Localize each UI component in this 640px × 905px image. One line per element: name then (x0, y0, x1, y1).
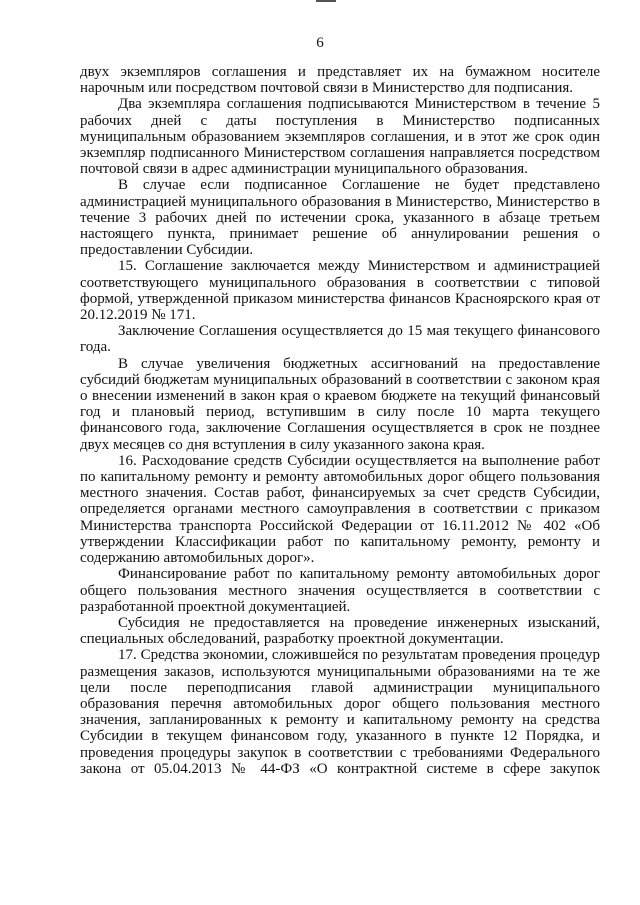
page-number: 6 (316, 35, 324, 51)
paragraph-p10 (80, 647, 600, 777)
text-line: В случае если подписанное Соглашение не будет представлено (118, 177, 600, 194)
paragraph-p3 (80, 177, 600, 258)
text-line: в течение 3 рабочих дней по истечении срока, указанного (80, 193, 601, 226)
text-line: Субсидия не предоставляется на проведение инженерных изысканий, (118, 614, 600, 631)
text-line: экземпляр подписанного Министерством соглашения направляется (80, 145, 515, 162)
text-line: в абзаце третьем настоящего пункта, принимает решение об аннулировании (80, 209, 601, 243)
text-line: финансовый год и плановый период, вступившим в силу после 10 марта (80, 388, 600, 421)
text-line: соответствующего муниципального образования в соответствии с типовой (80, 274, 600, 291)
text-line: 15. Соглашение заключается между Министерством и администрацией (118, 258, 600, 275)
text-line: посредством почтовой связи в адрес администрации муниципального (80, 145, 600, 178)
text-line: образования перечня автомобильных дорог общего пользования местного (80, 695, 600, 712)
text-line: формой, утвержденной приказом министерства финансов Красноярского края (80, 290, 582, 307)
text-line: текущего финансового года, заключение Соглашения осуществляется в срок не (80, 404, 600, 437)
text-line: и содержанию автомобильных дорог». (80, 533, 601, 567)
text-line: В случае увеличения бюджетных ассигнований на предоставление (118, 355, 600, 372)
text-line: Два экземпляра соглашения подписываются Министерством в течение 5 (118, 96, 600, 113)
text-line: двух экземпляров соглашения и представляет их на бумажном носителе (80, 64, 600, 80)
text-line: общего пользования местного значения осуществляется в соответствии (80, 582, 583, 599)
text-line: Финансирование работ по капитальному ремонту автомобильных дорог (118, 566, 600, 583)
paragraph-p2 (80, 96, 600, 177)
text-line: решения о предоставлении Субсидии. (80, 226, 600, 259)
text-line: от 20.12.2019 № 171. (80, 290, 600, 324)
text-line: и проведения процедуры закупок в соответствии с требованиями Федерального (80, 728, 600, 761)
paragraph-p6 (80, 356, 600, 453)
text-line: 17. Средства экономии, сложившейся по результатам проведения (118, 647, 536, 664)
text-line: администрацией муниципального образования в Министерство, Министерство (80, 193, 589, 210)
text-line: позднее двух месяцев со дня вступления в силу указанного закона края. (80, 420, 601, 453)
text-line: на те же цели после переподписания главой администрации муниципального (80, 663, 600, 696)
text-line: финансового года. (80, 323, 600, 356)
text-line: Министерства транспорта Российской Федерации от 16.11.2012 № 402 (80, 517, 567, 534)
text-line: субсидий бюджетам муниципальных образований в соответствии с законом (80, 371, 568, 388)
text-line: «Об утверждении Классификации работ по капитальному ремонту, ремонту (80, 517, 601, 550)
top-edge-mark (316, 0, 336, 2)
paragraph-p1 (80, 64, 600, 96)
text-line: рабочих дней с даты поступления в Министерство подписанных (80, 112, 600, 129)
text-line: Заключение Соглашения осуществляется до 15 мая текущего (118, 323, 514, 340)
paragraph-p9 (80, 615, 600, 647)
text-line: процедур размещения заказов, используются муниципальными образованиями (80, 647, 601, 680)
paragraph-p7 (80, 453, 600, 566)
text-line: края о внесении изменений в закон края о краевом бюджете на текущий (80, 371, 600, 405)
text-line: с разработанной проектной документацией. (80, 582, 600, 615)
text-line: значения, запланированных к ремонту и капитальному ремонту на средства (80, 712, 600, 729)
text-line: по капитальному ремонту и ремонту автомобильных дорог общего пользования (80, 469, 600, 486)
document-body (80, 64, 600, 777)
text-line: 16. Расходование средств Субсидии осуществляется на выполнение работ (118, 452, 600, 469)
paragraph-p4 (80, 258, 600, 323)
paragraph-p8 (80, 566, 600, 615)
text-line: специальных обследований, разработку проектной документации. (80, 631, 504, 648)
text-line: Субсидии в текущем финансовом году, указанного в пункте 12 Порядка, (80, 728, 584, 745)
text-line: нарочным или посредством почтовой связи в Министерство для подписания. (80, 80, 574, 97)
text-line: местного значения. Состав работ, финансируемых за счет средств Субсидии, (80, 485, 600, 502)
text-line: закона от 05.04.2013 № 44-ФЗ «О контрактной системе в сфере закупок (80, 760, 600, 777)
text-line: образования. (445, 161, 528, 178)
text-line: определяется органами местного самоуправления в соответствии с приказом (80, 501, 600, 518)
text-line: муниципальным образованием экземпляров соглашения, и в этот же срок один (80, 128, 600, 145)
paragraph-p5 (80, 323, 600, 355)
